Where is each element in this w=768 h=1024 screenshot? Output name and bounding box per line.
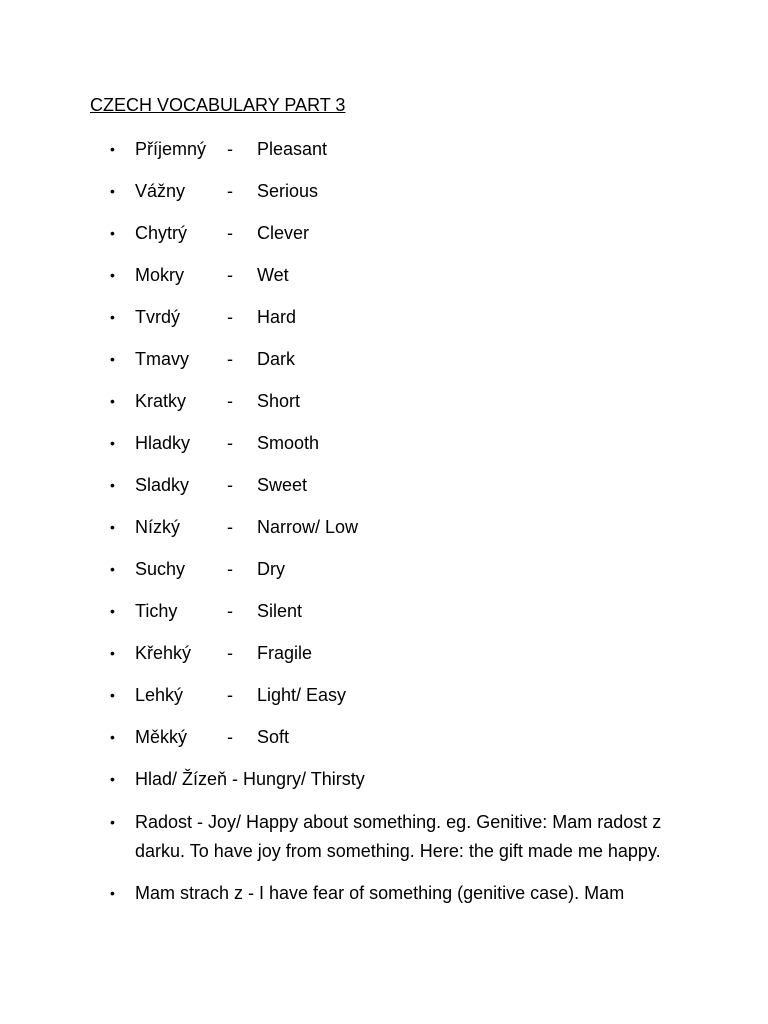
bullet-icon: • bbox=[110, 477, 115, 493]
list-item bbox=[110, 514, 710, 556]
separator-dash: - bbox=[227, 517, 233, 537]
english-translation: Fragile bbox=[257, 643, 313, 663]
bullet-icon: • bbox=[110, 225, 115, 241]
list-item bbox=[110, 724, 710, 766]
czech-word: Sladky bbox=[135, 475, 190, 495]
english-translation: Sweet bbox=[257, 475, 308, 495]
bullet-icon: • bbox=[110, 561, 115, 577]
czech-word: Lehký bbox=[135, 685, 184, 705]
bullet-icon: • bbox=[110, 393, 115, 409]
czech-word: Měkký bbox=[135, 727, 188, 747]
bullet-icon: • bbox=[110, 519, 115, 535]
english-translation: Smooth bbox=[257, 433, 320, 453]
english-translation: Light/ Easy bbox=[257, 685, 347, 705]
separator-dash: - bbox=[227, 601, 233, 621]
bullet-icon: • bbox=[110, 729, 115, 745]
list-item bbox=[110, 472, 710, 514]
czech-word: Křehký bbox=[135, 643, 192, 663]
list-item bbox=[110, 262, 710, 304]
bullet-icon: • bbox=[110, 885, 115, 901]
hlad-line: Hlad/ Žízeň - Hungry/ Thirsty bbox=[135, 769, 365, 789]
radost-line: Radost - Joy/ Happy about something. eg. Genitive: Mam radost z darku. To have joy from something. Here: the gift made me happy. bbox=[135, 812, 662, 861]
czech-word: Mokry bbox=[135, 265, 184, 285]
bullet-icon: • bbox=[110, 814, 115, 830]
vocabulary-list bbox=[110, 136, 710, 922]
bullet-icon: • bbox=[110, 309, 115, 325]
separator-dash: - bbox=[227, 265, 233, 285]
english-translation: Wet bbox=[257, 265, 289, 285]
list-item bbox=[110, 388, 710, 430]
separator-dash: - bbox=[227, 685, 233, 705]
bullet-icon: • bbox=[110, 183, 115, 199]
list-item bbox=[110, 430, 710, 472]
list-item bbox=[110, 136, 710, 178]
english-translation: Hard bbox=[257, 307, 297, 327]
bullet-icon: • bbox=[110, 771, 115, 787]
separator-dash: - bbox=[227, 559, 233, 579]
separator-dash: - bbox=[227, 307, 233, 327]
list-item bbox=[110, 304, 710, 346]
list-item bbox=[110, 682, 710, 724]
separator-dash: - bbox=[227, 391, 233, 411]
czech-word: Vážny bbox=[135, 181, 186, 201]
english-translation: Clever bbox=[257, 223, 310, 243]
list-item bbox=[110, 346, 710, 388]
list-item bbox=[110, 556, 710, 598]
bullet-icon: • bbox=[110, 603, 115, 619]
separator-dash: - bbox=[227, 433, 233, 453]
english-translation: Soft bbox=[257, 727, 290, 747]
list-item bbox=[110, 640, 710, 682]
bullet-icon: • bbox=[110, 435, 115, 451]
bullet-icon: • bbox=[110, 351, 115, 367]
czech-word: Nízký bbox=[135, 517, 180, 537]
list-item bbox=[110, 880, 710, 922]
strach-line: Mam strach z - I have fear of something (genitive case). Mam bbox=[135, 883, 625, 903]
english-translation: Pleasant bbox=[257, 139, 328, 159]
bullet-icon: • bbox=[110, 267, 115, 283]
czech-word: Příjemný bbox=[135, 139, 207, 159]
bullet-icon: • bbox=[110, 687, 115, 703]
separator-dash: - bbox=[227, 475, 233, 495]
separator-dash: - bbox=[227, 349, 233, 369]
czech-word: Hladky bbox=[135, 433, 191, 453]
separator-dash: - bbox=[227, 643, 233, 663]
separator-dash: - bbox=[227, 223, 233, 243]
english-translation: Dry bbox=[257, 559, 285, 579]
page-title: CZECH VOCABULARY PART 3 bbox=[90, 95, 346, 115]
czech-word: Kratky bbox=[135, 391, 187, 411]
list-item bbox=[110, 598, 710, 640]
czech-word: Tvrdý bbox=[135, 307, 180, 327]
czech-word: Chytrý bbox=[135, 223, 188, 243]
separator-dash: - bbox=[227, 139, 233, 159]
czech-word: Tichy bbox=[135, 601, 178, 621]
english-translation: Serious bbox=[257, 181, 319, 201]
english-translation: Narrow/ Low bbox=[257, 517, 359, 537]
english-translation: Dark bbox=[257, 349, 296, 369]
english-translation: Silent bbox=[257, 601, 303, 621]
bullet-icon: • bbox=[110, 141, 115, 157]
separator-dash: - bbox=[227, 727, 233, 747]
english-translation: Short bbox=[257, 391, 301, 411]
czech-word: Suchy bbox=[135, 559, 186, 579]
list-item bbox=[110, 808, 710, 866]
list-item bbox=[110, 178, 710, 220]
list-item bbox=[110, 220, 710, 262]
separator-dash: - bbox=[227, 181, 233, 201]
bullet-icon: • bbox=[110, 645, 115, 661]
czech-word: Tmavy bbox=[135, 349, 189, 369]
list-item bbox=[110, 766, 710, 808]
